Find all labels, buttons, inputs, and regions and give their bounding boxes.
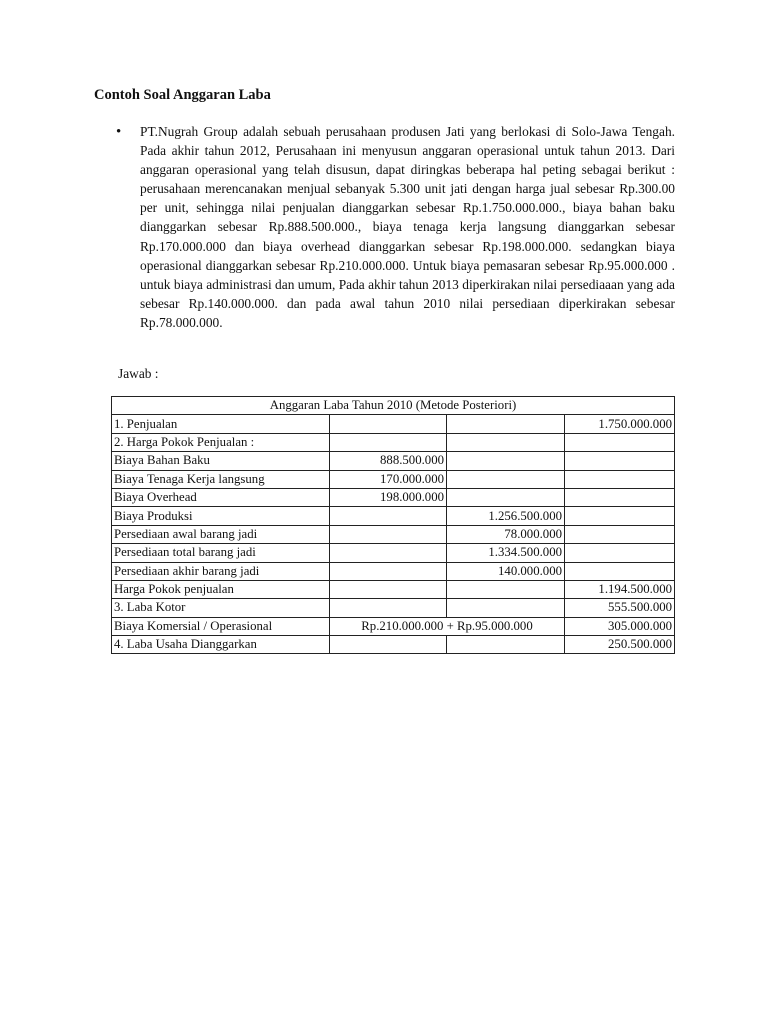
row-label: 4. Laba Usaha Dianggarkan: [112, 636, 330, 654]
bullet-point: •: [116, 124, 122, 140]
row-value-3: 1.194.500.000: [565, 580, 675, 598]
row-label: 2. Harga Pokok Penjualan :: [112, 433, 330, 451]
answer-label: Jawab :: [118, 366, 159, 381]
table-row: [112, 507, 675, 525]
row-value-2: [447, 488, 565, 506]
row-value-3: [565, 452, 675, 470]
table-row: [112, 525, 675, 543]
row-label: Biaya Bahan Baku: [112, 452, 330, 470]
row-value-3: [565, 470, 675, 488]
row-label: Biaya Tenaga Kerja langsung: [112, 470, 330, 488]
table-row: [112, 544, 675, 562]
row-value-2: [447, 433, 565, 451]
row-value-3: [565, 562, 675, 580]
row-label: Biaya Produksi: [112, 507, 330, 525]
table-row: [112, 488, 675, 506]
row-value-2: [447, 636, 565, 654]
row-value-1: 888.500.000: [330, 452, 447, 470]
row-value-3: [565, 544, 675, 562]
row-value-2: 140.000.000: [447, 562, 565, 580]
row-value-3: 305.000.000: [565, 617, 675, 635]
table-row: [112, 415, 675, 433]
row-value-3: [565, 507, 675, 525]
table-row: [112, 452, 675, 470]
row-value-3: [565, 433, 675, 451]
row-value-2: [447, 452, 565, 470]
row-label: Harga Pokok penjualan: [112, 580, 330, 598]
row-label: Biaya Overhead: [112, 488, 330, 506]
row-value-1: [330, 599, 447, 617]
row-value-1: [330, 544, 447, 562]
row-value-2: 78.000.000: [447, 525, 565, 543]
table-caption: Anggaran Laba Tahun 2010 (Metode Posteriori): [112, 397, 675, 415]
row-value-2: 1.334.500.000: [447, 544, 565, 562]
row-value-3: 1.750.000.000: [565, 415, 675, 433]
row-label: Persediaan awal barang jadi: [112, 525, 330, 543]
profit-budget-table: [111, 396, 675, 654]
row-value-1: [330, 433, 447, 451]
row-value-3: 250.500.000: [565, 636, 675, 654]
row-label: Biaya Komersial / Operasional: [112, 617, 330, 635]
row-value-1: [330, 415, 447, 433]
row-value-2: [447, 415, 565, 433]
table-caption-row: [112, 397, 675, 415]
row-value-3: [565, 525, 675, 543]
row-value-1: [330, 636, 447, 654]
row-value-2: 1.256.500.000: [447, 507, 565, 525]
row-merged-formula: Rp.210.000.000 + Rp.95.000.000: [330, 617, 565, 635]
row-value-2: [447, 599, 565, 617]
row-value-1: [330, 507, 447, 525]
table-row: [112, 599, 675, 617]
row-value-1: 170.000.000: [330, 470, 447, 488]
row-label: 1. Penjualan: [112, 415, 330, 433]
row-value-3: [565, 488, 675, 506]
row-value-2: [447, 470, 565, 488]
row-label: 3. Laba Kotor: [112, 599, 330, 617]
row-label: Persediaan total barang jadi: [112, 544, 330, 562]
document-title: Contoh Soal Anggaran Laba: [94, 87, 271, 103]
row-value-1: [330, 580, 447, 598]
table-row: [112, 636, 675, 654]
table-row: [112, 470, 675, 488]
table-row: [112, 562, 675, 580]
row-value-2: [447, 580, 565, 598]
row-value-3: 555.500.000: [565, 599, 675, 617]
table-row: [112, 580, 675, 598]
table-row: [112, 433, 675, 451]
row-label: Persediaan akhir barang jadi: [112, 562, 330, 580]
row-value-1: 198.000.000: [330, 488, 447, 506]
row-value-1: [330, 562, 447, 580]
table-row: [112, 617, 675, 635]
problem-paragraph: PT.Nugrah Group adalah sebuah perusahaan produsen Jati yang berlokasi di Solo-Jawa Tengah. Pada akhir tahun 2012, Perusahaan ini menyusun anggaran operasional untuk tahun 2013. Dari anggaran operasional yang telah disusun, dapat diringkas beberapa hal peting sebagai berikut : perusahaan merencanakan menjual sebanyak 5.300 unit jati dengan harga jual sebesar Rp.300.00 per unit, sehingga nilai penjualan dianggarkan sebesar Rp.1.750.000.000., biaya bahan baku dianggarkan sebesar Rp.888.500.000., biaya tenaga kerja langsung dianggarkan sebesar Rp.170.000.000 dan biaya overhead dianggarkan sebesar Rp.198.000.000. sedangkan biaya operasional dianggarkan sebesar Rp.210.000.000. Untuk biaya pemasaran sebesar Rp.95.000.000 . untuk biaya administrasi dan umum, Pada akhir tahun 2013 diperkirakan nilai persediaaan yang ada sebesar Rp.140.000.000. dan pada awal tahun 2010 nilai persediaan diperkirakan sebesar Rp.78.000.000.: [140, 124, 675, 330]
row-value-1: [330, 525, 447, 543]
